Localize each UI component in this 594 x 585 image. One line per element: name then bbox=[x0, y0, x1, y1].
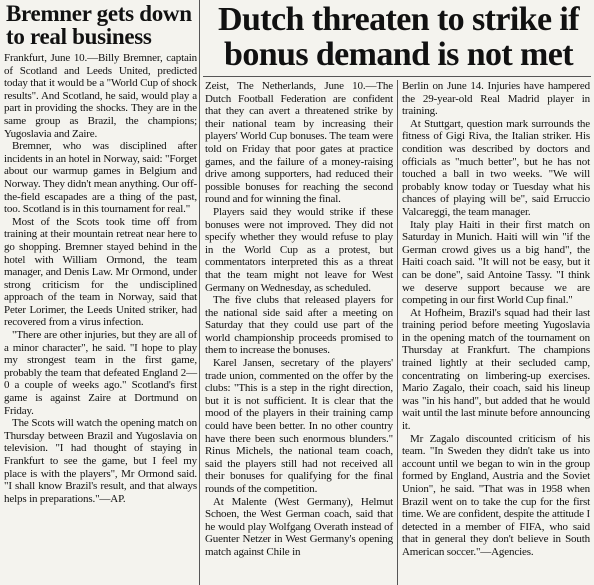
main-story-paragraph: At Stuttgart, question mark surrounds the fitness of Gigi Riva, the Italian striker. His condition was described by doctors and officials as "much better", but he has not touched a ball in two weeks. "We will probably know today or Tuesday what his chances of playing will be", said Erruccio Valcareggi, the team manager. bbox=[402, 117, 590, 218]
main-story-headline: Dutch threaten to strike if bonus demand is not met bbox=[218, 1, 579, 73]
left-story-headline: Bremner gets down to real business bbox=[6, 1, 192, 49]
left-story-paragraph: The Scots will watch the opening match on Thursday between Brazil and Yugoslavia on television. "I had thought of staying in Frankfurt to see the game, but I feel my place is with the players", Mr Ormond said. "I shall know Brazil's result, and that always helps in preparations."—AP. bbox=[4, 417, 197, 505]
left-story-paragraph: Bremner, who was disciplined after incidents in an hotel in Norway, said: "Forget about our warmup games in Belgium and Norway. They didn't mean anything. Our off-the-field escapades are a thing of the past, too. Scotland is in this tournament for real." bbox=[4, 140, 197, 216]
main-story-paragraph: At Malente (West Germany), Helmut Schoen, the West German coach, said that he would play Wolfgang Overath instead of Guenter Netzer in West Germany's opening match against Chile in bbox=[205, 495, 393, 558]
main-story-paragraph: Berlin on June 14. Injuries have hampered the 29-year-old Real Madrid player in training. bbox=[402, 80, 590, 118]
main-story-paragraph: Zeist, The Netherlands, June 10.—The Dutch Football Federation are confident that they can avert a threatened strike by their national team by increasing their players' World Cup bonuses. The team were told on Friday that poor gates at practice games, and the failure of a money-raising drive among supporters, had reduced their possible bonuses for reaching the second round and for winning the final. bbox=[205, 80, 393, 206]
main-story-column-1 bbox=[205, 80, 393, 559]
main-story-paragraph: Karel Jansen, secretary of the players' trade union, commented on the offer by the clubs: "This is a step in the right direction, but it is not sufficient. It is clear that the mood of the players in their training camp could have been better. In no other country have there been such enormous blunders." Rinus Michels, the national team coach, said the players still had not received all their bonuses for qualifying for the final rounds of the competition. bbox=[205, 357, 393, 495]
left-story-body bbox=[4, 52, 197, 505]
headline-divider bbox=[203, 76, 591, 77]
main-story-paragraph: Mr Zagalo discounted criticism of his team. "In Sweden they didn't take us into account until we began to win in the group formed by England, Austria and the Soviet Union", he said. "That was in 1958 when Brazil went on to take the cup for the first time. We are confident, despite the attitude I detected in a member of FIFA, who said that in general they don't believe in South American soccer."—Agencies. bbox=[402, 432, 590, 558]
left-story-paragraph: Most of the Scots took time off from training at their mountain retreat near here to go shopping. Bremner stayed behind in the hotel with William Ormond, the team manager, and Denis Law. Mr Ormond, under strong criticism for the undisciplined approach of the team in Norway, said that Peter Lorimer, the Leeds United striker, had recovered from a virus infection. bbox=[4, 215, 197, 329]
left-story-paragraph: "There are other injuries, but they are all of a minor character", he said. "I hope to play my strongest team in the first game, probably the team that defeated England 2—0 a couple of weeks ago." Scotland's first game is against Zaire at Dortmund on Friday. bbox=[4, 329, 197, 417]
main-story-paragraph: Italy play Haiti in their first match on Saturday in Munich. Haiti will win "if the German crowd gives us a big hand", the Haiti coach said. "It will not be easy, but it can be done", said Antoine Tassy. "I think we deserve support because we are competing in our first World Cup final." bbox=[402, 218, 590, 307]
main-story-column-2 bbox=[402, 80, 590, 559]
left-story-paragraph: Frankfurt, June 10.—Billy Bremner, captain of Scotland and Leeds United, predicted today that it would be a "World Cup of shock results". And Scotland, he said, would play a part in providing the shocks. They are in the same group as Brazil, the champions; Yugoslavia and Zaire. bbox=[4, 52, 197, 140]
column-divider bbox=[199, 0, 200, 585]
main-story-paragraph: Players said they would strike if these bonuses were not improved. They did not specify whether they would refuse to play in the World Cup as a protest, but commentators interpreted this as a threat that the team might not leave for West Germany on Wednesday, as scheduled. bbox=[205, 205, 393, 294]
column-divider bbox=[397, 80, 398, 585]
main-story-paragraph: At Hofheim, Brazil's squad had their last training period before meeting Yugoslavia in the opening match of the tournament on Thursday at Frankfurt. The champions trained lightly at their secluded camp, concentrating on limbering-up exercises. Mario Zagalo, their coach, said his lineup was "in his hand", but added that he would wait until the last minute before announcing it. bbox=[402, 306, 590, 433]
left-story-column bbox=[4, 0, 197, 505]
main-story-paragraph: The five clubs that released players for the national side said after a meeting on Saturday that they could use part of the world championship proceeds promised to them to increase the bonuses. bbox=[205, 294, 393, 357]
